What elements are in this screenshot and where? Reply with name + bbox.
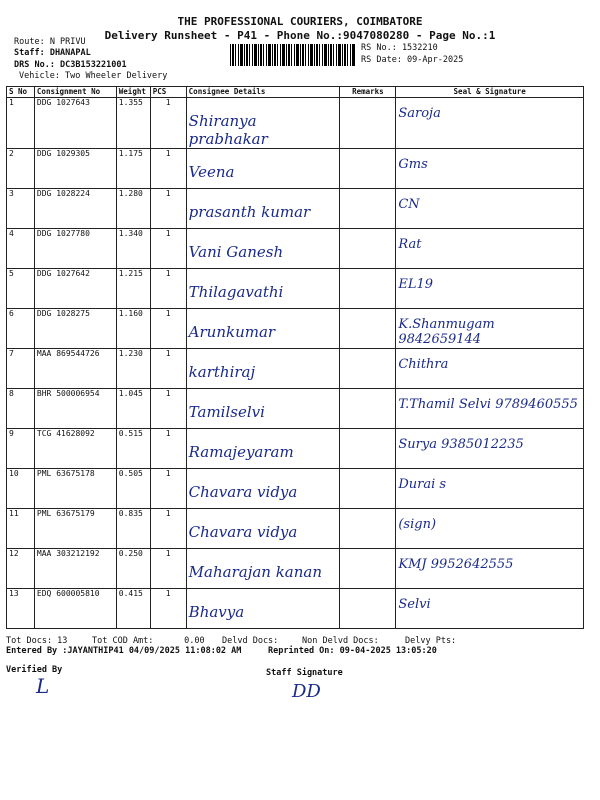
cell-weight: 0.415 xyxy=(116,589,150,629)
cell-consignment-no: MAA 869544726 xyxy=(34,349,116,389)
cell-sno: 10 xyxy=(7,469,35,509)
table-row xyxy=(7,149,584,189)
recipient-signature: CN xyxy=(398,197,420,212)
consignee-handwriting: Ramajeyaram xyxy=(188,443,294,461)
cell-weight: 1.230 xyxy=(116,349,150,389)
cell-remarks xyxy=(340,389,396,429)
cell-pcs: 1 xyxy=(150,309,186,349)
staff-signature-label: Staff Signature xyxy=(266,668,343,678)
cell-remarks xyxy=(340,549,396,589)
consignee-handwriting: Bhavya xyxy=(188,603,245,621)
col-header-sno: S No xyxy=(7,87,35,98)
table-row xyxy=(7,509,584,549)
cell-sno: 5 xyxy=(7,269,35,309)
recipient-signature: Surya 9385012235 xyxy=(398,437,524,452)
recipient-signature: Gms xyxy=(398,157,428,172)
cell-sno: 7 xyxy=(7,349,35,389)
cell-weight: 0.515 xyxy=(116,429,150,469)
cell-sno: 11 xyxy=(7,509,35,549)
cell-signature xyxy=(396,309,584,349)
consignee-handwriting: Maharajan kanan xyxy=(188,563,323,581)
cell-weight: 1.175 xyxy=(116,149,150,189)
recipient-signature: Rat xyxy=(398,237,422,252)
cell-consignee xyxy=(186,149,340,189)
cell-weight: 0.835 xyxy=(116,509,150,549)
table-row xyxy=(7,309,584,349)
cell-signature xyxy=(396,469,584,509)
non-delivered-docs: Non Delvd Docs: xyxy=(302,636,379,646)
recipient-signature: KMJ 9952642555 xyxy=(398,557,514,572)
cell-consignment-no: PML 63675178 xyxy=(34,469,116,509)
cell-remarks xyxy=(340,429,396,469)
recipient-signature: Chithra xyxy=(398,357,449,372)
cell-consignee xyxy=(186,309,340,349)
recipient-signature: Selvi xyxy=(398,597,431,612)
table-row xyxy=(7,469,584,509)
cell-signature xyxy=(396,429,584,469)
cell-signature xyxy=(396,229,584,269)
cell-signature xyxy=(396,269,584,309)
table-row xyxy=(7,189,584,229)
barcode-image xyxy=(230,44,356,66)
cell-consignment-no: DDG 1028275 xyxy=(34,309,116,349)
consignee-handwriting: Vani Ganesh xyxy=(188,243,284,261)
cell-weight: 1.340 xyxy=(116,229,150,269)
cell-signature xyxy=(396,589,584,629)
cell-weight: 1.160 xyxy=(116,309,150,349)
table-row xyxy=(7,229,584,269)
consignee-handwriting: Shiranya prabhakar xyxy=(188,112,268,148)
cell-sno: 13 xyxy=(7,589,35,629)
cell-pcs: 1 xyxy=(150,349,186,389)
delivery-points: Delvy Pts: xyxy=(405,636,457,646)
company-title: THE PROFESSIONAL COURIERS, COIMBATORE xyxy=(177,15,423,28)
vehicle-label: Vehicle: Two Wheeler Delivery xyxy=(19,71,168,81)
cell-sno: 6 xyxy=(7,309,35,349)
consignee-handwriting: Arunkumar xyxy=(188,323,276,341)
cell-weight: 1.215 xyxy=(116,269,150,309)
col-header-pcs: PCS xyxy=(150,87,186,98)
cell-signature xyxy=(396,389,584,429)
table-row xyxy=(7,349,584,389)
cell-sno: 8 xyxy=(7,389,35,429)
cell-consignment-no: DDG 1027642 xyxy=(34,269,116,309)
table-row xyxy=(7,589,584,629)
rs-number: RS No.: 1532210 xyxy=(361,43,438,53)
cell-pcs: 1 xyxy=(150,98,186,149)
cell-remarks xyxy=(340,98,396,149)
cell-remarks xyxy=(340,509,396,549)
cell-remarks xyxy=(340,309,396,349)
consignee-handwriting: Chavara vidya xyxy=(188,523,298,541)
cell-consignee xyxy=(186,98,340,149)
cell-pcs: 1 xyxy=(150,469,186,509)
cell-remarks xyxy=(340,269,396,309)
table-row xyxy=(7,389,584,429)
cell-remarks xyxy=(340,149,396,189)
cell-sno: 2 xyxy=(7,149,35,189)
cell-consignee xyxy=(186,589,340,629)
cell-consignment-no: MAA 303212192 xyxy=(34,549,116,589)
cell-consignee xyxy=(186,469,340,509)
recipient-signature: EL19 xyxy=(398,277,434,292)
cell-remarks xyxy=(340,589,396,629)
cell-weight: 1.045 xyxy=(116,389,150,429)
cell-consignment-no: DDG 1028224 xyxy=(34,189,116,229)
col-header-signature: Seal & Signature xyxy=(396,87,584,98)
cell-remarks xyxy=(340,469,396,509)
drs-number: DRS No.: DC3B153221001 xyxy=(14,60,127,70)
cell-pcs: 1 xyxy=(150,389,186,429)
cell-consignment-no: DDG 1027643 xyxy=(34,98,116,149)
cell-signature xyxy=(396,189,584,229)
staff-signature-mark: DD xyxy=(292,681,321,702)
cell-signature xyxy=(396,509,584,549)
consignee-handwriting: Veena xyxy=(188,163,235,181)
entered-by: Entered By :JAYANTHIP41 04/09/2025 11:08:02 AM xyxy=(6,646,242,656)
cell-consignee xyxy=(186,349,340,389)
col-header-weight: Weight xyxy=(116,87,150,98)
cell-weight: 0.505 xyxy=(116,469,150,509)
table-row xyxy=(7,429,584,469)
cell-consignee xyxy=(186,509,340,549)
total-cod: Tot COD Amt: 0.00 xyxy=(92,636,205,646)
cell-consignment-no: EDQ 600005810 xyxy=(34,589,116,629)
cell-consignment-no: BHR 500006954 xyxy=(34,389,116,429)
staff-label: Staff: DHANAPAL xyxy=(14,48,91,58)
consignee-handwriting: Tamilselvi xyxy=(188,403,265,421)
cell-consignee xyxy=(186,549,340,589)
cell-pcs: 1 xyxy=(150,189,186,229)
cell-signature xyxy=(396,549,584,589)
cell-pcs: 1 xyxy=(150,269,186,309)
verified-by-label: Verified By xyxy=(6,665,63,675)
cell-weight: 1.280 xyxy=(116,189,150,229)
reprinted-on: Reprinted On: 09-04-2025 13:05:20 xyxy=(268,646,437,656)
table-header-row xyxy=(7,87,584,98)
cell-sno: 12 xyxy=(7,549,35,589)
recipient-signature: K.Shanmugam 9842659144 xyxy=(398,317,495,347)
cell-sno: 1 xyxy=(7,98,35,149)
cell-weight: 1.355 xyxy=(116,98,150,149)
consignee-handwriting: Chavara vidya xyxy=(188,483,298,501)
cell-consignee xyxy=(186,269,340,309)
cell-remarks xyxy=(340,189,396,229)
cell-pcs: 1 xyxy=(150,589,186,629)
cell-pcs: 1 xyxy=(150,549,186,589)
col-header-consignee: Consignee Details xyxy=(186,87,340,98)
table-row xyxy=(7,98,584,149)
consignee-handwriting: Thilagavathi xyxy=(188,283,284,301)
cell-consignee xyxy=(186,229,340,269)
recipient-signature: Saroja xyxy=(398,106,441,121)
recipient-signature: T.Thamil Selvi 9789460555 xyxy=(398,397,578,412)
cell-pcs: 1 xyxy=(150,509,186,549)
cell-remarks xyxy=(340,229,396,269)
cell-signature xyxy=(396,98,584,149)
cell-sno: 4 xyxy=(7,229,35,269)
cell-consignee xyxy=(186,429,340,469)
runsheet-subtitle: Delivery Runsheet - P41 - Phone No.:9047080280 - Page No.:1 xyxy=(104,29,496,42)
recipient-signature: (sign) xyxy=(398,517,437,532)
verified-signature: L xyxy=(36,674,50,698)
consignee-handwriting: prasanth kumar xyxy=(188,203,311,221)
total-docs: Tot Docs: 13 xyxy=(6,636,68,646)
col-header-consignment: Consignment No xyxy=(34,87,116,98)
cell-sno: 9 xyxy=(7,429,35,469)
cell-signature xyxy=(396,349,584,389)
cell-consignment-no: DDG 1029305 xyxy=(34,149,116,189)
recipient-signature: Durai s xyxy=(398,477,447,492)
table-row xyxy=(7,549,584,589)
cell-pcs: 1 xyxy=(150,149,186,189)
runsheet-table xyxy=(6,86,584,629)
cell-pcs: 1 xyxy=(150,429,186,469)
delivered-docs: Delvd Docs: xyxy=(222,636,279,646)
col-header-remarks: Remarks xyxy=(340,87,396,98)
route-label: Route: N PRIVU xyxy=(14,37,86,47)
cell-remarks xyxy=(340,349,396,389)
cell-consignee xyxy=(186,189,340,229)
cell-consignment-no: DDG 1027780 xyxy=(34,229,116,269)
cell-weight: 0.250 xyxy=(116,549,150,589)
consignee-handwriting: karthiraj xyxy=(188,363,256,381)
cell-consignment-no: PML 63675179 xyxy=(34,509,116,549)
cell-signature xyxy=(396,149,584,189)
rs-date: RS Date: 09-Apr-2025 xyxy=(361,55,464,65)
cell-pcs: 1 xyxy=(150,229,186,269)
cell-consignment-no: TCG 41628092 xyxy=(34,429,116,469)
cell-consignee xyxy=(186,389,340,429)
table-row xyxy=(7,269,584,309)
cell-sno: 3 xyxy=(7,189,35,229)
